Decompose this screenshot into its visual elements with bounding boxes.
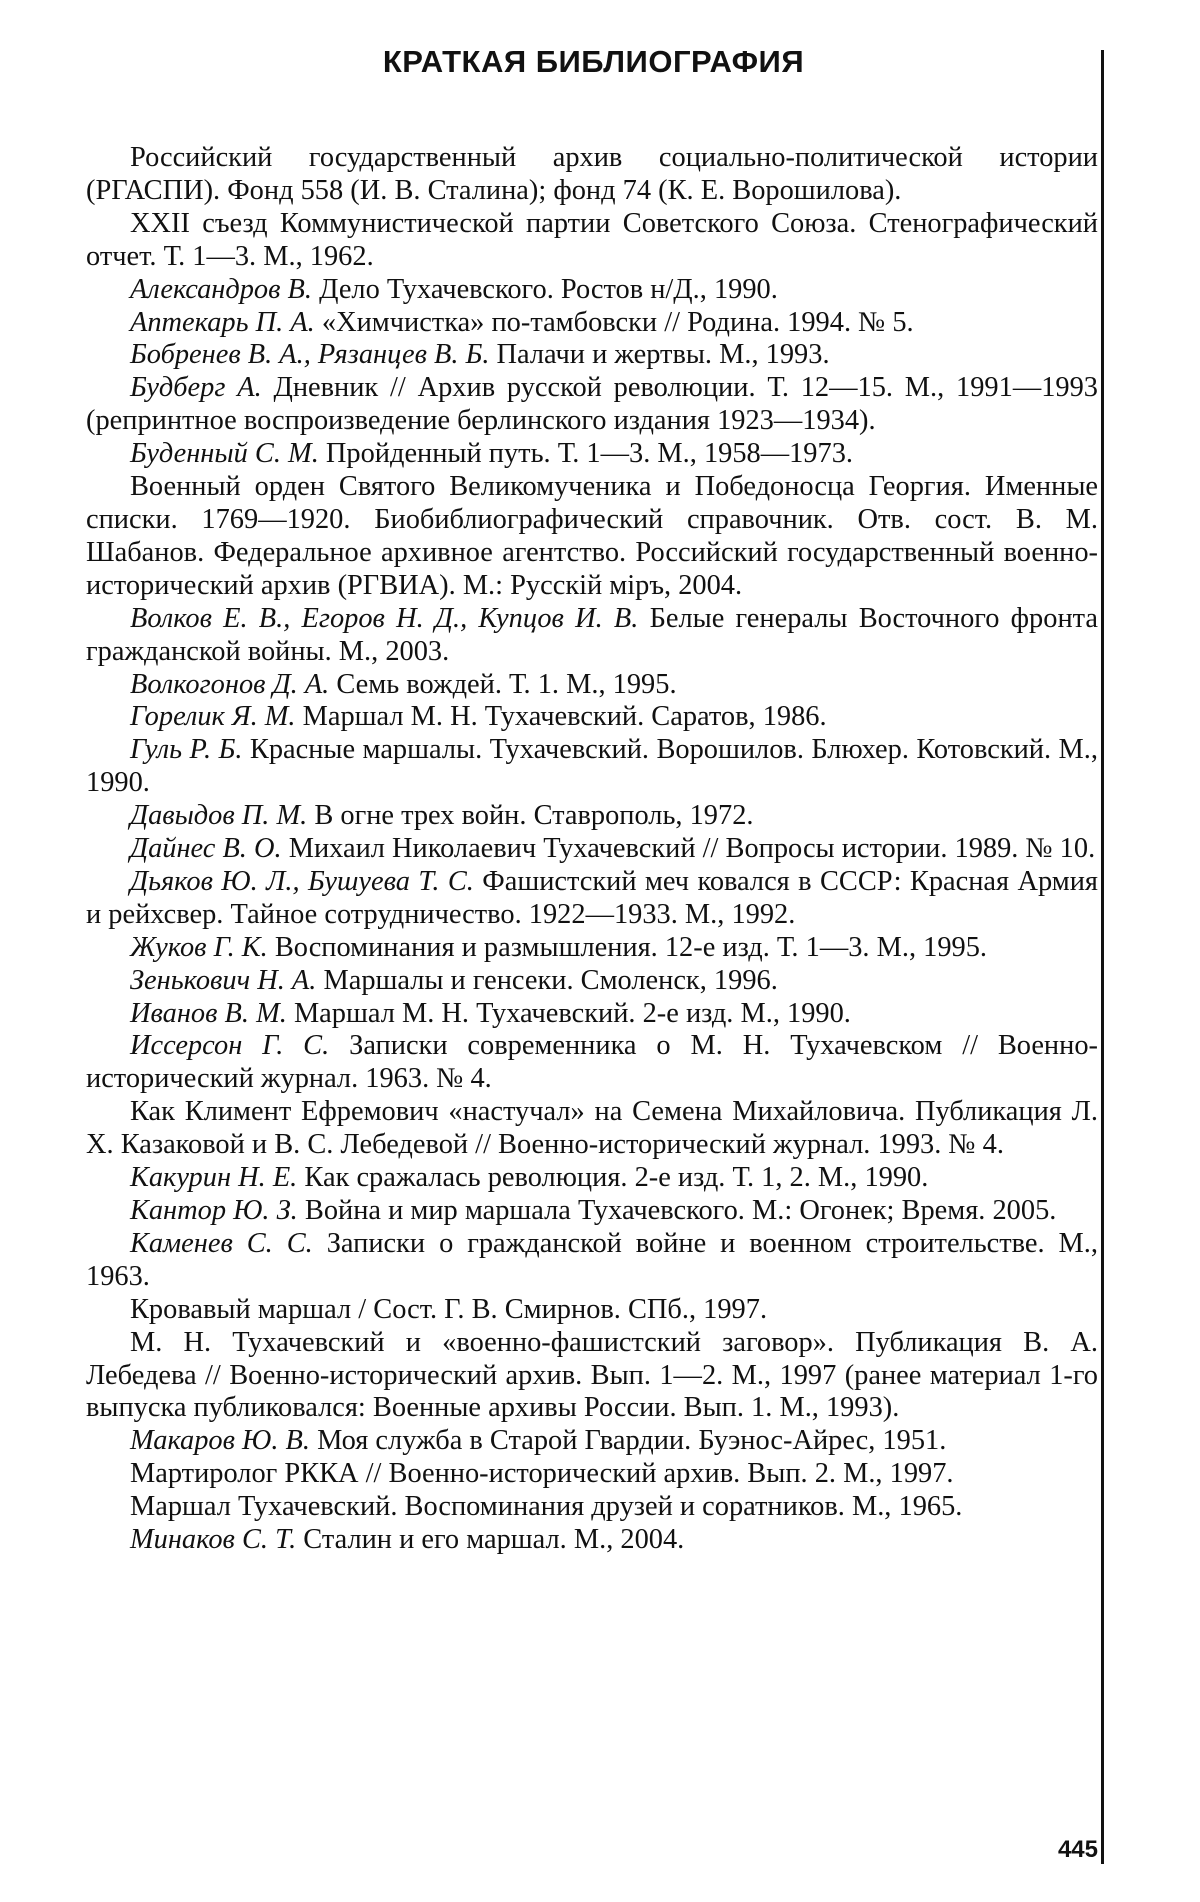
- entry-text: Семь вождей. Т. 1. М., 1995.: [336, 669, 676, 700]
- entry-text: Военный орден Святого Великомученика и Победоносца Георгия. Именные списки. 1769—1920. Биобиблиографический справочник. Отв. сост. В. М. Шабанов. Федеральное архивное агентство. Российский государственный военно-исторический архив (РГВИА). М.: Русскiй мiръ, 2004.: [86, 471, 1098, 601]
- entry-text: В огне трех войн. Ставрополь, 1972.: [314, 800, 753, 831]
- entry-author: Будберг А.: [130, 372, 262, 403]
- entry-text: Маршал М. Н. Тухачевский. 2-е изд. М., 1990.: [294, 998, 851, 1029]
- entry-author: Каменев С. С.: [130, 1228, 313, 1259]
- entry-author: Макаров Ю. В.: [130, 1425, 310, 1456]
- bibliography-entry: [86, 307, 1098, 340]
- entry-text: XXII съезд Коммунистической партии Советского Союза. Стенографический отчет. Т. 1—3. М., 1962.: [86, 208, 1098, 272]
- entry-text: Как Климент Ефремович «настучал» на Семена Михайловича. Публикация Л. Х. Казаковой и В. С. Лебедевой // Военно-исторический журнал. 1993. № 4.: [86, 1096, 1098, 1160]
- entry-author: Горелик Я. М.: [130, 701, 296, 732]
- entry-author: Волкогонов Д. А.: [130, 669, 329, 700]
- bibliography-entry: [86, 142, 1098, 208]
- entry-text: Сталин и его маршал. М., 2004.: [303, 1524, 684, 1555]
- entry-author: Какурин Н. Е.: [130, 1162, 297, 1193]
- entry-author: Буденный С. М.: [130, 438, 319, 469]
- bibliography-entry: [86, 998, 1098, 1031]
- bibliography-entry: [86, 1458, 1098, 1491]
- entry-text: Маршал Тухачевский. Воспоминания друзей и соратников. М., 1965.: [130, 1491, 962, 1522]
- entry-text: Пройденный путь. Т. 1—3. М., 1958—1973.: [326, 438, 853, 469]
- entry-text: Российский государственный архив социально-политической истории (РГАСПИ). Фонд 558 (И. В. Сталина); фонд 74 (К. Е. Ворошилова).: [86, 142, 1098, 206]
- entry-author: Дайнес В. О.: [130, 833, 282, 864]
- entry-text: Михаил Николаевич Тухачевский // Вопросы истории. 1989. № 10.: [289, 833, 1095, 864]
- entry-text: Фашистский меч ковался в СССР: Красная Армия и рейхсвер. Тайное сотрудничество. 1922—1933. М., 1992.: [86, 866, 1098, 930]
- page-title: [86, 44, 1101, 80]
- bibliography-entry: [86, 1030, 1098, 1096]
- bibliography-entry: [86, 833, 1098, 866]
- bibliography-entry: [86, 1162, 1098, 1195]
- entry-author: Аптекарь П. А.: [130, 307, 315, 338]
- entry-text: Записки современника о М. Н. Тухачевском // Военно-исторический журнал. 1963. № 4.: [86, 1030, 1098, 1094]
- entry-text: Белые генералы Восточного фронта гражданской войны. М., 2003.: [86, 603, 1098, 667]
- entry-author: Зенькович Н. А.: [130, 965, 316, 996]
- entry-author: Кантор Ю. З.: [130, 1195, 298, 1226]
- bibliography-entry: [86, 471, 1098, 603]
- entry-author: Гуль Р. Б.: [130, 734, 242, 765]
- entry-author: Давыдов П. М.: [130, 800, 307, 831]
- entry-text: «Химчистка» по-тамбовски // Родина. 1994. № 5.: [322, 307, 914, 338]
- bibliography-entry: [86, 1096, 1098, 1162]
- entry-text: Война и мир маршала Тухачевского. М.: Огонек; Время. 2005.: [305, 1195, 1056, 1226]
- entry-text: Дневник // Архив русской революции. Т. 12—15. М., 1991—1993 (репринтное воспроизведение берлинского издания 1923—1934).: [86, 372, 1098, 436]
- bibliography-entry: [86, 603, 1098, 669]
- bibliography-entry: [86, 669, 1098, 702]
- bibliography-entry: [86, 1524, 1098, 1557]
- entry-author: Дьяков Ю. Л., Бушуева Т. С.: [130, 866, 474, 897]
- entry-author: Бобренев В. А., Рязанцев В. Б.: [130, 339, 489, 370]
- bibliography-entry: [86, 932, 1098, 965]
- entry-text: Палачи и жертвы. М., 1993.: [497, 339, 830, 370]
- bibliography-entry: [86, 1327, 1098, 1426]
- bibliography-entry: [86, 1228, 1098, 1294]
- entry-text: М. Н. Тухачевский и «военно-фашистский заговор». Публикация В. А. Лебедева // Военно-исторический архив. Вып. 1—2. М., 1997 (ранее материал 1-го выпуска публиковался: Военные архивы России. Вып. 1. М., 1993).: [86, 1327, 1098, 1424]
- entry-text: Моя служба в Старой Гвардии. Буэнос-Айрес, 1951.: [317, 1425, 946, 1456]
- bibliography-entry: [86, 438, 1098, 471]
- entry-author: Иссерсон Г. С.: [130, 1030, 329, 1061]
- bibliography-list: [86, 142, 1098, 1557]
- entry-author: Минаков С. Т.: [130, 1524, 296, 1555]
- page-title-text: КРАТКАЯ БИБЛИОГРАФИЯ: [377, 44, 810, 79]
- bibliography-entry: [86, 1294, 1098, 1327]
- entry-text: Маршалы и генсеки. Смоленск, 1996.: [323, 965, 777, 996]
- bibliography-entry: [86, 339, 1098, 372]
- book-page: [0, 0, 1200, 1902]
- entry-text: Кровавый маршал / Сост. Г. В. Смирнов. СПб., 1997.: [130, 1294, 767, 1325]
- bibliography-entry: [86, 1491, 1098, 1524]
- bibliography-entry: [86, 965, 1098, 998]
- bibliography-entry: [86, 1425, 1098, 1458]
- bibliography-entry: [86, 866, 1098, 932]
- bibliography-entry: [86, 734, 1098, 800]
- entry-text: Красные маршалы. Тухачевский. Ворошилов. Блюхер. Котовский. М., 1990.: [86, 734, 1098, 798]
- page-number: 445: [1058, 1836, 1098, 1864]
- entry-text: Дело Тухачевского. Ростов н/Д., 1990.: [319, 274, 778, 305]
- entry-author: Жуков Г. К.: [130, 932, 268, 963]
- bibliography-entry: [86, 701, 1098, 734]
- bibliography-entry: [86, 274, 1098, 307]
- entry-text: Как сражалась революция. 2-е изд. Т. 1, 2. М., 1990.: [304, 1162, 928, 1193]
- entry-text: Маршал М. Н. Тухачевский. Саратов, 1986.: [303, 701, 827, 732]
- right-margin-rule: [1101, 50, 1104, 1864]
- entry-text: Воспоминания и размышления. 12-е изд. Т. 1—3. М., 1995.: [275, 932, 987, 963]
- bibliography-entry: [86, 800, 1098, 833]
- bibliography-entry: [86, 372, 1098, 438]
- entry-author: Иванов В. М.: [130, 998, 287, 1029]
- entry-text: Мартиролог РККА // Военно-исторический архив. Вып. 2. М., 1997.: [130, 1458, 954, 1489]
- entry-author: Волков Е. В., Егоров Н. Д., Купцов И. В.: [130, 603, 638, 634]
- bibliography-entry: [86, 1195, 1098, 1228]
- bibliography-entry: [86, 208, 1098, 274]
- entry-text: Записки о гражданской войне и военном строительстве. М., 1963.: [86, 1228, 1098, 1292]
- entry-author: Александров В.: [130, 274, 312, 305]
